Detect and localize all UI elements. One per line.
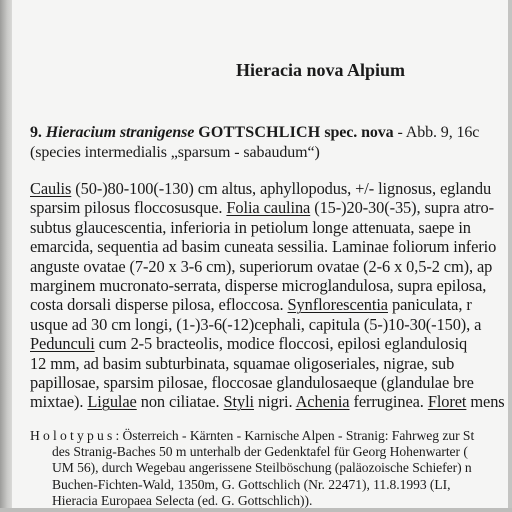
- underlined-term: Caulis: [30, 179, 72, 198]
- figure-reference: - Abb. 9, 16c: [397, 124, 480, 141]
- underlined-term: Ligulae: [87, 392, 137, 412]
- holotype-line: [52, 477, 451, 493]
- holotype-text: des Stranig-Baches 50 m unterhalb der Gedenktafel für Georg Hohenwarter (: [52, 444, 468, 460]
- description-text: subtus glaucescentia, inferioria in petiolum longe attenuata, saepe in: [30, 217, 471, 237]
- description-text: papillosae, sparsim pilosae, floccosae glandulosaeque (glandulae bre: [30, 373, 474, 392]
- description-text: non ciliatae.: [136, 392, 224, 412]
- description-line: [30, 238, 496, 256]
- page-title: Hieracia nova Alpium: [236, 60, 406, 80]
- holotype-line: [52, 460, 472, 476]
- underlined-term: Synflorescentia: [287, 295, 388, 315]
- description-line: [30, 258, 492, 276]
- description-text: marginem mucronato-serrata, disperse microglandulosa, supra epilosa,: [30, 276, 487, 295]
- species-status: spec. nova: [324, 124, 394, 141]
- holotype-text: : Österreich - Kärnten - Karnische Alpen - Stranig: Fahrweg zur St: [115, 428, 475, 443]
- description-text: usque ad 30 cm longi, (1-)3-6(-12)cephali, capitula (5-)10-30(-150), a: [30, 314, 482, 334]
- description-line: [30, 393, 505, 411]
- species-intermediate-note: (species intermedialis „sparsum - sabaudum“): [30, 144, 320, 161]
- scan-left-edge: [0, 0, 12, 512]
- underlined-term: Pedunculi: [30, 334, 95, 354]
- description-line: [30, 335, 467, 353]
- scan-bottom-edge: [0, 508, 512, 512]
- description-text: mixtae).: [30, 392, 88, 412]
- description-text: paniculata, r: [387, 295, 472, 315]
- description-text: 12 mm, ad basim subturbinata, squamae oligoseriales, nigrae, sub: [30, 353, 455, 373]
- holotype-line: [52, 444, 468, 460]
- description-text: nigri.: [254, 392, 296, 412]
- holotype-line: [52, 493, 312, 508]
- holotype-text: Hieracia Europaea Selecta (ed. G. Gottschlich)).: [52, 492, 313, 508]
- description-text: sparsim pilosus floccosusque.: [30, 198, 227, 218]
- holotype-text: Buchen-Fichten-Wald, 1350m, G. Gottschlich (Nr. 22471), 11.8.1993 (LI,: [52, 476, 451, 492]
- description-text: ferruginea.: [349, 392, 428, 412]
- description-text: (50-)80-100(-130) cm altus, aphyllopodus, +/- lignosus, eglandu: [71, 179, 492, 198]
- description-line: [30, 355, 454, 373]
- description-text: (15-)20-30(-35), supra atro-: [310, 198, 494, 218]
- description-text: costa dorsali disperse pilosa, efloccosa.: [30, 295, 288, 315]
- description-line: [30, 180, 491, 198]
- underlined-term: Achenia: [295, 392, 350, 412]
- description-text: emarcida, sequentia ad basim cuneata sessilia. Laminae foliorum inferio: [30, 237, 497, 257]
- underlined-term: Floret: [427, 392, 467, 412]
- description-line: [30, 374, 474, 392]
- holotype-label: Holotypus: [30, 428, 116, 443]
- species-heading: [30, 124, 479, 142]
- description-text: cum 2-5 bracteolis, modice floccosi, epilosi eglandulosiq: [94, 334, 468, 354]
- holotype-line: [30, 428, 474, 444]
- underlined-term: Folia caulina: [226, 198, 311, 218]
- description-line: [30, 199, 494, 217]
- description-text: mens: [466, 392, 505, 412]
- description-text: anguste ovatae (7-20 x 3-6 cm), superiorum ovatae (2-6 x 0,5-2 cm), ap: [30, 256, 493, 276]
- species-author: GOTTSCHLICH: [198, 124, 321, 141]
- document-page: [12, 0, 508, 508]
- holotype-text: UM 56), durch Wegebau angerissene Steilböschung (paläozoische Schiefer) n: [52, 460, 472, 476]
- description-line: [30, 219, 471, 237]
- species-number: 9.: [30, 124, 42, 141]
- species-name: Hieracium stranigense: [45, 124, 195, 141]
- description-line: [30, 277, 486, 295]
- description-line: [30, 316, 481, 334]
- underlined-term: Styli: [223, 392, 255, 412]
- scan-right-edge: [508, 0, 512, 512]
- description-line: [30, 296, 472, 314]
